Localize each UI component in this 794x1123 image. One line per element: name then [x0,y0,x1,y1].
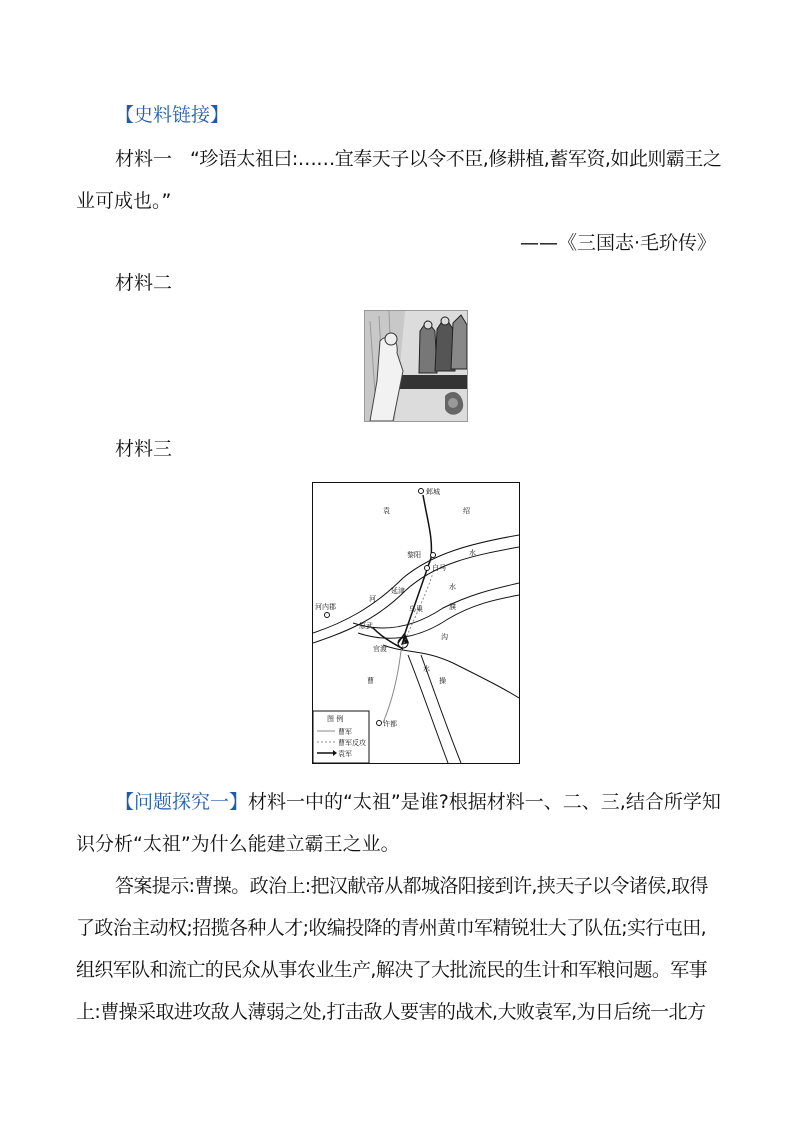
section-header: 【史料链接】 [115,104,230,126]
map-label-liyang: 黎阳 [407,551,421,559]
historical-illustration [364,310,468,422]
material3-label: 材料三 [115,438,173,460]
map-label-cao: 曹 [367,677,374,685]
map-label-gou: 沟 [441,633,448,641]
material1-quote-line2: 业可成也。” [76,190,172,212]
question-text-1: 材料一中的“太祖”是谁?根据材料一、二、三,结合所学知 [248,791,721,813]
map-label-baima: 白马 [432,564,446,572]
legend-yuan-army: 袁军 [338,750,352,758]
answer-line4: 上:曹操采取进攻敌人薄弱之处,打击敌人要害的战术,大败袁军,为日后统一北方 [76,1001,706,1023]
map-label-yuan: 袁 [383,507,390,515]
legend-cao-counter: 曹军反攻 [338,739,366,747]
map-label-shui-mid: 水 [449,583,456,591]
answer-line1: 答案提示:曹操。政治上:把汉献帝从都城洛阳接到许,挟天子以令诸侯,取得 [115,875,708,897]
question-line2: 识分析“太祖”为什么能建立霸王之业。 [76,833,400,855]
map-label-puyang: 濮 [449,603,456,611]
map-label-yanjin: 延津 [391,587,405,595]
material2-label: 材料二 [115,272,173,294]
map-label-shui-bottom: 水 [423,665,430,673]
map-label-henei: 河内郡 [315,603,336,611]
map-label-cao2: 操 [439,677,446,685]
question-line1 [115,793,721,812]
map-label-shao: 绍 [463,507,470,515]
legend-cao-army: 曹军 [338,728,352,736]
map-label-he: 河 [369,595,376,603]
map-label-guandu: 官渡 [373,645,387,653]
material1-quote-line1: “珍语太祖曰:……宜奉天子以令不臣,修耕植,蓄军资,如此则霸王之 [190,148,722,170]
map-label-wuchao: 乌巢 [409,605,423,613]
material1-label: 材料一 [115,148,173,170]
answer-line2: 了政治主动权;招揽各种人才;收编投降的青州黄巾军精锐壮大了队伍;实行屯田, [76,917,707,939]
question-label: 【问题探究一】 [115,791,249,813]
material1-source: ——《三国志·毛玠传》 [519,232,716,254]
map-label-yecheng: 邺城 [426,488,440,496]
legend-title: 图 例 [327,715,344,723]
guandu-battle-map [312,482,520,764]
map-label-yuanwu: 原武 [359,622,373,630]
answer-line3: 组织军队和流亡的民众从事农业生产,解决了大批流民的生计和军粮问题。军事 [76,959,708,981]
map-label-shui-top: 水 [469,549,476,557]
map-label-xudu: 许都 [383,720,397,728]
